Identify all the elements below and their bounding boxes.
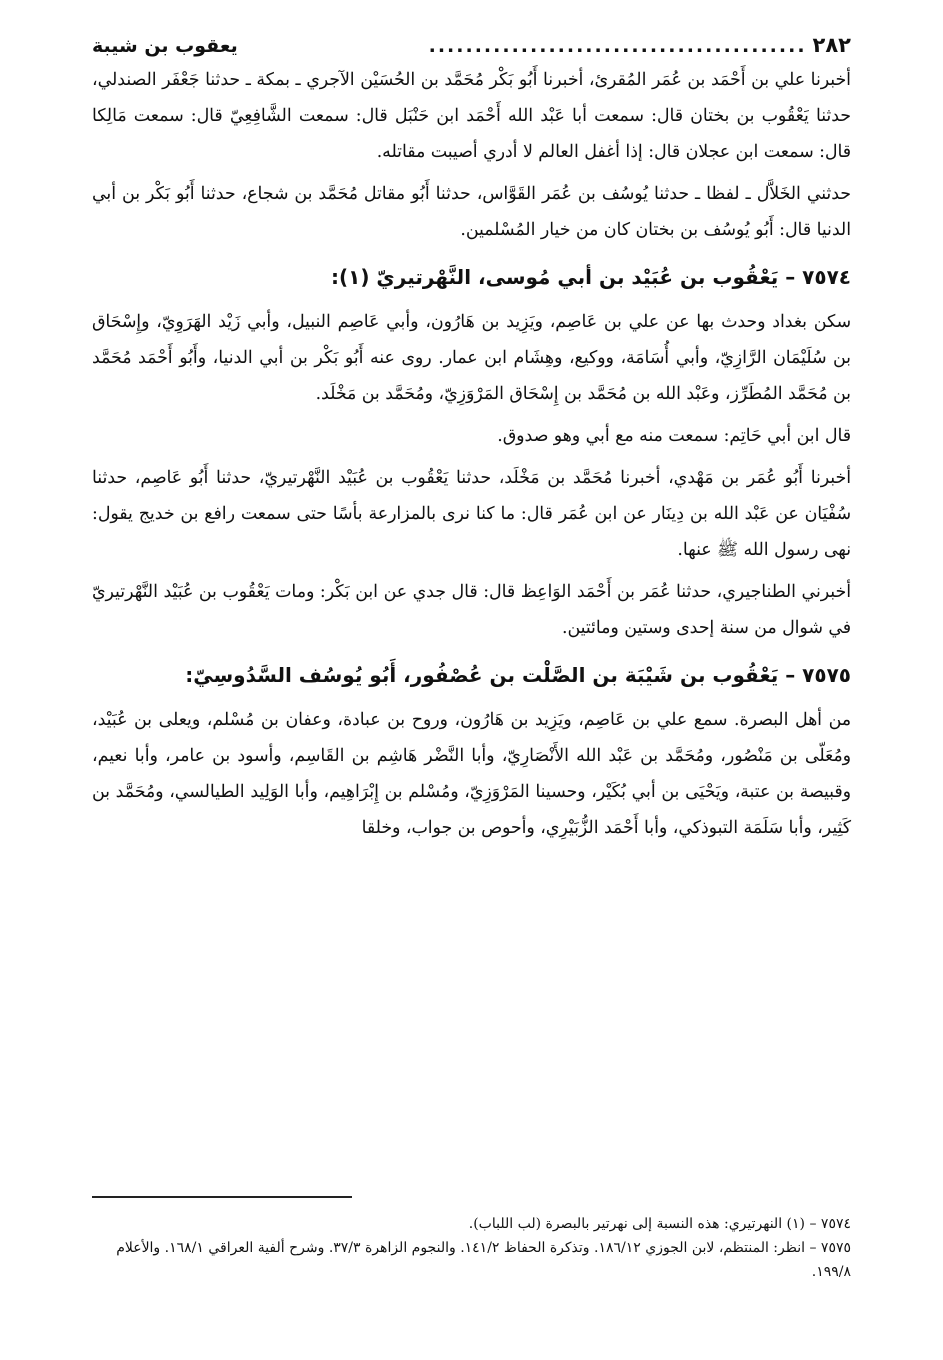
entry-7574-paragraph: أخبرني الطناجيري، حدثنا عُمَر بن أَحْمَد الوَاعِظ قال: قال جدي عن ابن بَكْر: ومات يَعْقُوب بن عُبَيْد النَّهْرتيريّ في شوال من سنة إحدى وستين ومائتين. bbox=[92, 582, 851, 638]
entry-title-7575: ٧٥٧٥ – يَعْقُوب بن شَيْبَة بن الصَّلْت بن عُصْفُور، أَبُو يُوسُف السَّدُوسِيّ: bbox=[185, 663, 851, 687]
paragraph-isnad-2: حدثني الخَلاَّل ـ لفظا ـ حدثنا يُوسُف بن عُمَر القَوَّاس، حدثنا أَبُو مقاتل مُحَمَّد بن شجاع، حدثنا أَبُو بَكْر بن أبي الدنيا قال: أَبُو يُوسُف بن بختان كان من خيار المُسْلمين. bbox=[92, 184, 851, 240]
entry-7574-paragraph: أخبرنا أَبُو عُمَر بن مَهْدي، أخبرنا مُحَمَّد بن مَخْلَد، حدثنا يَعْقُوب بن عُبَيْد النَّهْرتيريّ، حدثنا أَبُو عَاصِم، حدثنا سُفْيَان عن عَبْد الله بن دِينَار عن ابن عُمَر قال: ما كنا نرى بالمزارعة بأسًا حتى سمعت رافع بن خديج يقول: نهى رسول الله ﷺ عنها. bbox=[92, 468, 851, 560]
footnote-item: ٧٥٧٥ – انظر: المنتظم، لابن الجوزي ١٨٦/١٢. وتذكرة الحفاظ ١٤١/٢. والنجوم الزاهرة ٣٧/٣. وشرح ألفية العراقي ١٦٨/١. والأعلام ١٩٩/٨. bbox=[116, 1240, 851, 1280]
footnote-divider bbox=[92, 1196, 352, 1198]
running-title: يعقوب بن شيبة bbox=[92, 35, 238, 57]
entry-title-7574: ٧٥٧٤ – يَعْقُوب بن عُبَيْد بن أبي مُوسى، النَّهْرتيريّ (١): bbox=[330, 265, 851, 289]
footnotes bbox=[92, 1212, 851, 1284]
entry-7575-paragraph: من أهل البصرة. سمع علي بن عَاصِم، ويَزِيد بن هَارُون، وروح بن عبادة، وعفان بن مُسْلم، ويعلى بن عُبَيْد، ومُعَلّى بن مَنْصُور، ومُحَمَّد بن عَبْد الله الأَنْصَارِيّ، وأبا النَّضْر هَاشِم بن القَاسِم، وأسود بن عامر، وأبا نعيم، وقبيصة بن عتبة، ويَحْيَى بن أبي بُكَيْر، وحسينا المَرْوَزِيّ، ومُسْلم بن إِبْرَاهِيم، وأبا الوَلِيد الطيالسي، ومُحَمَّد بن كَثِير، وأبا سَلَمَة التبوذكي، وأبا أَحْمَد الزُّبَيْرِي، وأحوص بن جواب، وخلقا bbox=[92, 710, 851, 838]
header-leader-dots: ......................................... bbox=[428, 35, 807, 57]
paragraph-isnad-1: أخبرنا علي بن أَحْمَد بن عُمَر المُقرئ، أخبرنا أَبُو بَكْر مُحَمَّد بن الحُسَيْن الآجري ـ بمكة ـ حدثنا جَعْفَر الصندلي، حدثنا يَعْقُوب بن بختان قال: سمعت أبا عَبْد الله أَحْمَد ابن حَنْبَل قال: سمعت الشَّافِعِيّ قال: سمعت مَالِكا قال: سمعت ابن عجلان قال: إذا أغفل العالم لا أدري أصيبت مقاتله. bbox=[92, 70, 851, 162]
page-header bbox=[92, 28, 851, 62]
entry-7574-paragraph: سكن بغداد وحدث بها عن علي بن عَاصِم، ويَزِيد بن هَارُون، وأبي عَاصِم النبيل، وأبي زَيْد الهَرَوِيّ، وإِسْحَاق بن سُلَيْمَان الرَّازِيّ، وأبي أُسَامَة، ووكيع، وهِشَام ابن عمار. روى عنه أَبُو بَكْر بن أبي الدنيا، وأَبُو أَحْمَد مُحَمَّد بن مُحَمَّد المُطَرِّز، وعَبْد الله بن مُحَمَّد بن إِسْحَاق المَرْوَزِيّ، ومُحَمَّد بن مَخْلَد. bbox=[92, 312, 851, 404]
footnote-item: ٧٥٧٤ – (١) النهرتيري: هذه النسبة إلى نهرتير بالبصرة (لب اللباب). bbox=[468, 1216, 851, 1232]
entry-7574-paragraph: قال ابن أبي حَاتِم: سمعت منه مع أبي وهو صدوق. bbox=[497, 426, 851, 446]
page-number: ٢٨٢ bbox=[812, 33, 851, 57]
